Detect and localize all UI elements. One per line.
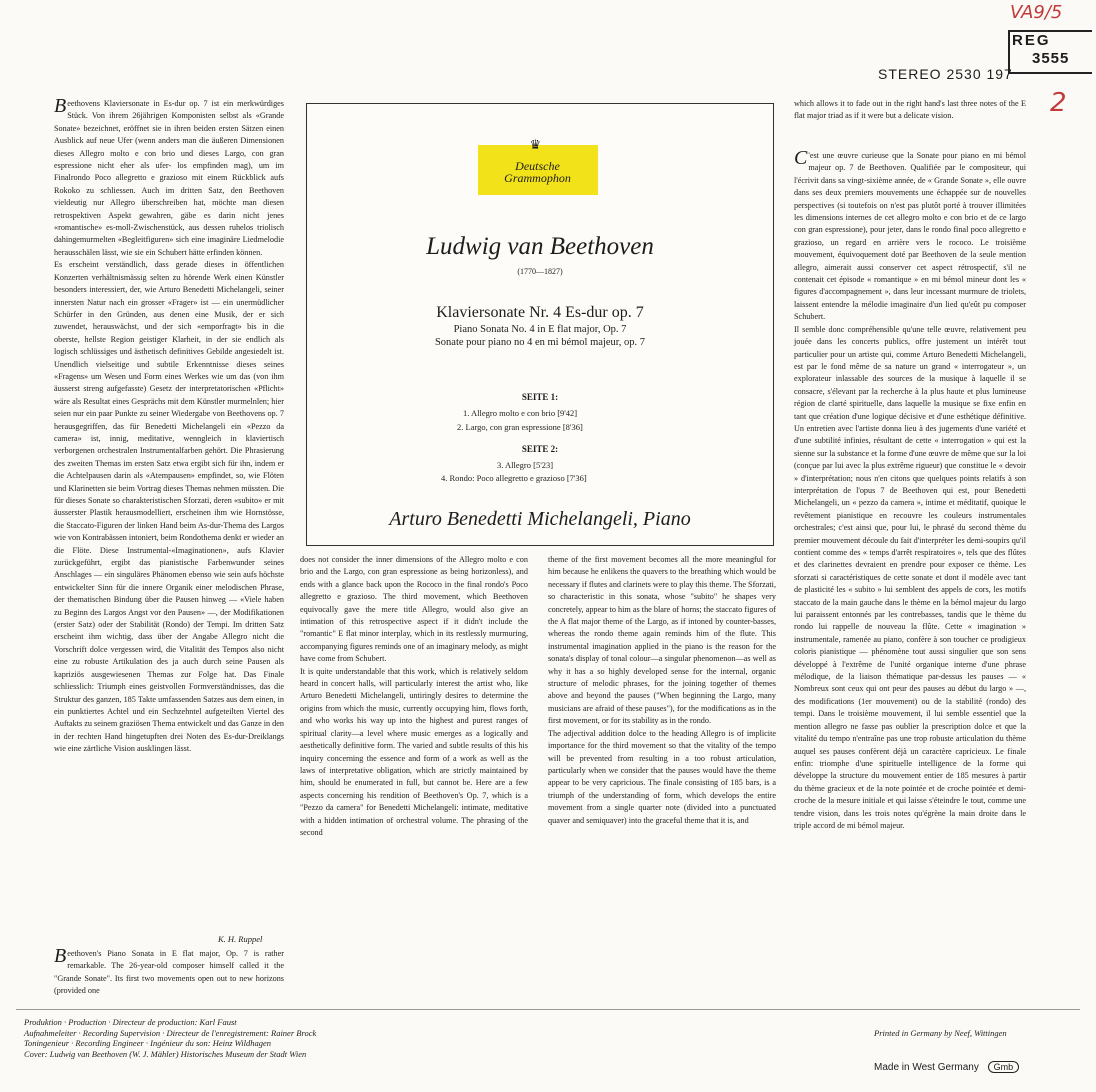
french-paragraph-1: C 'est une œuvre curieuse que la Sonate pour piano en mi bémol majeur op. 7 de Beethoven. Qualifiée par le compositeur, qui l'écrivit dans sa vingt-sixième année, de « Grande Sonate », elle ouvre dans ses deux premiers mouvements une échappée sur de nouvelles perspectives (si toutefois on n'est pas plutôt porté à trouver illimitées les dimensions internes de cet allegro molto e con brio et de ce largo con gran espressione), pour jeter, dans le rondo final poco allegretto e grazioso, un regard en arrière vers le rococo. Le troisième mouvement, équivoquement doté par Beethoven de la seule mention allegro, aimerait aussi conserver cet aspect rétrospectif, s'il ne contenait cet épisode « romantique » en mi bémol mineur dont les « figures d'accompagnement », dans leur incessant murmure de triolets, laissent entendre la mélodie imaginaire d'un lied qu'eût pu composer Schubert. [794,147,1026,322]
gema-mark: Gmb [988,1061,1020,1073]
made-in-text: Made in West Germany [874,1062,979,1073]
handwritten-note: VA9/5 [1010,2,1063,23]
side-1-label: SEITE 1: [521,392,559,402]
stereo-catalog: STEREO 2530 197 [878,66,1013,82]
handwritten-mark: 2 [1050,88,1067,118]
english-paragraph-1: Beethoven's Piano Sonata in E flat major, Op. 7 is rather remarkable. The 26-year-old composer himself called it the "Grande Sonate". Its first two movements open out to new horizons (provided one [54,945,284,996]
work-title-de: Klaviersonate Nr. 4 Es-dur op. 7 [436,304,644,321]
credit-cover: Cover: Ludwig van Beethoven (W. J. Mähler) Historisches Museum der Stadt Wien [24,1048,307,1059]
footer-rule [16,1009,1080,1010]
dg-logo [470,137,605,203]
logo-text-1: Deutsche [515,159,560,173]
performer-name: Arturo Benedetti Michelangeli, Piano [389,508,691,530]
credit-production: Produktion · Production · Directeur de production: Karl Faust [24,1017,237,1027]
movement-1: 1. Allegro molto e con brio [9'42] [463,408,578,418]
production-credits [24,1017,316,1059]
german-signature: K. H. Ruppel [218,934,263,944]
dg-logo-yellow [478,137,598,195]
catalog-reg: REG [1012,32,1051,49]
title-panel [306,103,774,546]
printed-by: Printed in Germany by Neef, Wittingen [874,1028,1007,1038]
german-notes-lower [54,560,284,940]
german-paragraph-1: Beethovens Klaviersonate in Es-dur op. 7 ist ein merkwürdiges Stück. Von ihrem 26jährigen Komponisten selbst als «Grande Sonate» bezeichnet, eröffnet sie in ihren beiden ersten Sätzen einen Ausblick auf neue Ufer (wenn anders man die äußeren Dimensionen dieses Allegro molto e con brio und dieses Largo, con gran espressione nicht eher als ufer- los empfinden mag), um im Finalrondo Poco allegretto e grazioso mit einem Rückblick aufs Rokoko zu schliessen. Auch im dritten Satz, den Beethoven vieldeutig nur Allegro überschreiben hat, möchte man diesen retrospektiven Aspekt gewahren, gäbe es darin nicht jenes «romantische» es-moll-Zwischenstück, aus dessen ruhelos triolisch dahingemurmelten «Begleitfiguren» sich eine imaginäre Liedmelodie herausschälen lässt, wie sie ein Schubert hätte erfinden können. [54,95,284,257]
credit-engineer: Toningenieur · Recording Engineer · Ingénieur du son: Heinz Wildhagen [24,1038,272,1048]
logo-text-2: Grammophon [504,171,571,185]
catalog-number: 3555 [1032,50,1070,67]
english-notes-col3: theme of the first movement becomes all the more meaningful for him because he enlikens the quavers to the breathing which would be necessary if flutes and clarinets were to play this theme. The Sforzati, so characteristic in this sonata, whose "subito" he shapes very concretely, appear to him as the blare of horns; the staccato figures of the A flat major theme of the Largo, as if intoned by counter-basses, whereas the rondo theme again reminds him of the flute. This instrumental imagination applied in the piano is the reason for the sonata's display of tonal colour—a singular phenomenon—as well as why it has a so highly developed sense for the internal, organic structure of melodic phrases, for the joining together of themes above and beyond the pauses ("When beginning the Largo, many musicians are afraid of these pauses"), for the modifications as in the first movement, or for its stability as in the rondo. The adjectival addition dolce to the heading Allegro is of implicite importance for the third movement so that the vitality of the tempo will be prevented from resulting in a too robust articulation, particularly when we consider that the pauses would have the theme appear to be very capricious. The finale consisting of 185 bars, is a triumph of the understanding of form, which develops the entire movement from a single quarter note (divided into a punctuated quaver and semiquaver) into the graceful theme that it is, and [548,555,776,825]
credit-supervision: Aufnahmeleiter · Recording Supervision · Directeur de l'enregistrement: Rainer Brock [24,1027,317,1038]
movement-3: 3. Allegro [5'23] [497,460,554,470]
side-2-label: SEITE 2: [521,444,559,454]
crown-icon: ♛ [529,137,542,152]
work-title-fr: Sonate pour piano no 4 en mi bémol majeur, op. 7 [434,337,646,348]
movement-4: 4. Rondo: Poco allegretto e grazioso [7'36] [441,473,587,483]
composer-name: Ludwig van Beethoven [426,233,654,260]
english-notes-col1 [54,945,284,1008]
english-notes-continued: which allows it to fade out in the right hand's last three notes of the E flat major triad as if it were but a delicate vision. [794,99,1026,121]
english-notes-col2: does not consider the inner dimensions of the Allegro molto e con brio and the Largo, con gran espressione as being horizonless), and ends with a glance back upon the Rococo in the final rondo's Poco allegretto e grazioso. The third movement, which Beethoven equivocally gave the mere title Allegro, would also give an intimation of this retrospective aspect if it didn't include the "romantic" E flat minor interplay, which in its restlessly murmuring, accompanying figures reminds one of an imaginary melody, as might have come from Schubert. It is quite understandable that this work, which is relatively seldom heard in concert halls, will particularly interest the artist who, like Arturo Benedetti Michelangeli, untiringly desires to determine the origins from which the music, currently occupying him, flows forth, and who works his way up into the highest and purest ranges of spiritual clarity—a level where music emerges as a logically and aesthetically definitive form. The varied and subtle results of this his inquiry concerning the essence and form of a work as well as the laws of interpretative obligation, which are strictly maintained by him, should be enumerated in full, but cannot be. Here are a few aspects concerning his rendition of Beethoven's Op. 7, which is a "Pezzo da camera" for Benedetti Michelangeli: intimate, meditative with a hidden intimation of orchestral volume. The phrasing of the second [300,555,528,837]
french-paragraph-2: Il semble donc compréhensible qu'une telle œuvre, relativement peu jouée dans les concerts publics, offre justement un intérêt tout particulier pour un artiste qui, comme Arturo Benedetti Michelangeli, est par le fond même de sa nature un grand « interrogateur », un explorateur inlassable des sources de la musique à laquelle il se consacre, s'élevant par la recherche à la plus haute et plus lumineuse région de clarté spirituelle, dans laquelle la musique se fixe enfin en tant que création d'une logique décisive et d'une esthétique définitive. Un entretien avec l'artiste donna lieu à des jugements d'une variété et d'une subtilité infinies, résultant de cette « interrogation » qui est la sienne sur la substance et la forme d'une œuvre de même que sur la loi (conçue par lui avec la plus extrême rigueur) que constitue le « devoir » d'interprétation; nous n'en citons que quelques points relatifs à son interprétation de l'opus 7 de Beethoven qui est, pour Benedetti Michelangeli, un « pezzo da camera », intime et méditatif, quoique le revêtement pianistique en recouvre les couleurs instrumentales orchestrales; c'est ainsi que, pour lui, le phrasé du second thème du premier mouvement découle du fait d'interpréter les demi-soupirs qu'il contient comme des « temps d'arrêt respiratoires », tels que des flûtes et des clarinettes devraient en prendre pour exposer ce thème. Les sforzati si caractéristiques de cette sonate et dont il modèle avec tant de plasticité les « subito » lui semblent des appels de cors, les motifs staccato de la main gauche dans le thème en la bémol majeur du largo lui paraissent entonnés par les contrebasses, tandis que le thème du rondo lui rappelle de nouveau la flûte. Cette « imagination » instrumentale, ramenée au piano, confère à son toucher ce prodigieux coloris pianistique — phénomène tout aussi singulier que son sens développé à l'extrême de l'unité organique interne d'une phrase mélodique, de la liaison thématique par-dessus les pauses — « Nombreux sont ceux qui ont peur des pauses au début du largo » —, des modifications (1er mouvement) ou de la stabilité (rondo) des tempi. Dans le troisième mouvement, il lui semble essentiel que la mention allegro ne fasse pas oublier la prescription dolce et que la vitalité du tempo n'entraîne pas une trop robuste articulation du thème auquel ses pauses confèrent déjà un caractère capricieux. Le finale enfin: triomphe d'une spirituelle intelligence de la forme qui développe la structure du mouvement entier de 185 mesures à partir du thème gracieux et de la note pointée et de croche pointée et demi-croche de la mesure initiale et qui laisse s'éteindre le tout, comme une tendre vision, dans les trois notes qu'égrène la main droite dans le triple accord de mi bémol majeur. [794,324,1026,830]
german-paragraph-2: Es erscheint verständlich, dass gerade dieses in öffentlichen Konzerten verhältnismässig selten zu hörende Werk einen Künstler besonders interessiert, der, wie Arturo Benedetti Michelangeli, seiner innersten Natur nach ein grosser «Frager» ist — ein unermüdlicher Schürfer in den Gründen, aus denen eine Musik, der er sich zuwendet, herauswächst, und der sich «emporfragt» bis in die oberste, hellste Region geistiger Klarheit, in der sie endlich als logisch schlüssiges und ästhetisch definitives Gebilde angesiedelt ist. Unendlich vielseitige und subtile Erkenntnisse dieses seines «Fragens» um Wesen und Form eines Werkes wie um das (von ihm äusserst streng aufgefasste) Gesetz der interpretatorischen «Pflicht» wäre als Resultat eines Gesprächs mit dem Künstler murmelnlen; hier seien nur ein paar Punkte zu seiner Wiedergabe von Beethovens op. 7 herausgegriffen, das für Benedetti Michelangeli ein «Pezzo da camera» ist, innig, meditative, wenngleich in klaviertisch verborgenen orchestralen Instrumentalfarben gehört. Die Phrasierung des zweiten Themas im ersten Satz etwa ergibt sich für ihn, indem er die Achtelpausen darin als «Atempausen» empfindet, so, wie Flöten und Klarinetten sie beim Vortrag dieses Themas nehmen müssten. Die für dieses Sonate so charakteristischen Sforzati, deren «subito» er mit äusserster Plastik herausmodelliert, erscheinen ihm wie Hornstösse, die Staccato-Figuren der linken Hand beim As-dur-Thema des Largos wie von Kontrabässen intoniert, beim Rondothema denkt er wieder an die Flöte. Diese Instrumental-«Imaginationen», aufs Klavier zurückgeführt, ergibt das pianistische Farbenwunder seines Anschlages — ein singuläres Phänomen ebenso wie sein aufs höchste entwickelter Sinn für die innere Organik einer melodischen Phrase, der thematischen Bindung über die Pausen hinweg — «Viele haben zu Beginn des Largos Angst vor den Pausen» —, der Modifikationen (erster Satz) oder der Stabilität (Rondo) der Tempi. Im dritten Satz erscheint ihm wichtig, dass über der Angabe Allegro nicht die Vorschrift dolce vergessen wird, die Vitalität des Tempos also nicht eine zu robuste Artikulation des ja auch durch seine Pausen als kapriziös ausgewiesenen Themas zur Folge hat. Das Finale schliesslich: Triumph eines geistvollen Formverständnisses, das die Struktur des ganzen, 185 Takte umfassenden Satzes aus dem einen, in ein punktiertes Achtel und ein Sechzehntel aufgeteilten Viertel des Auftakts zu seinem graziösen Thema entwickelt und das Ganze in den in der rechten Hand hingetupften drei Noten des Es-dur-Dreiklangs wie eine zärtliche Vision ausklingen lässt. [54,260,284,754]
made-in [874,1061,1019,1073]
movement-2: 2. Largo, con gran espressione [8'36] [457,422,583,432]
french-notes [794,147,1026,1002]
work-title-en: Piano Sonata No. 4 in E flat major, Op. 7 [453,324,627,335]
composer-dates: (1770—1827) [517,267,563,276]
